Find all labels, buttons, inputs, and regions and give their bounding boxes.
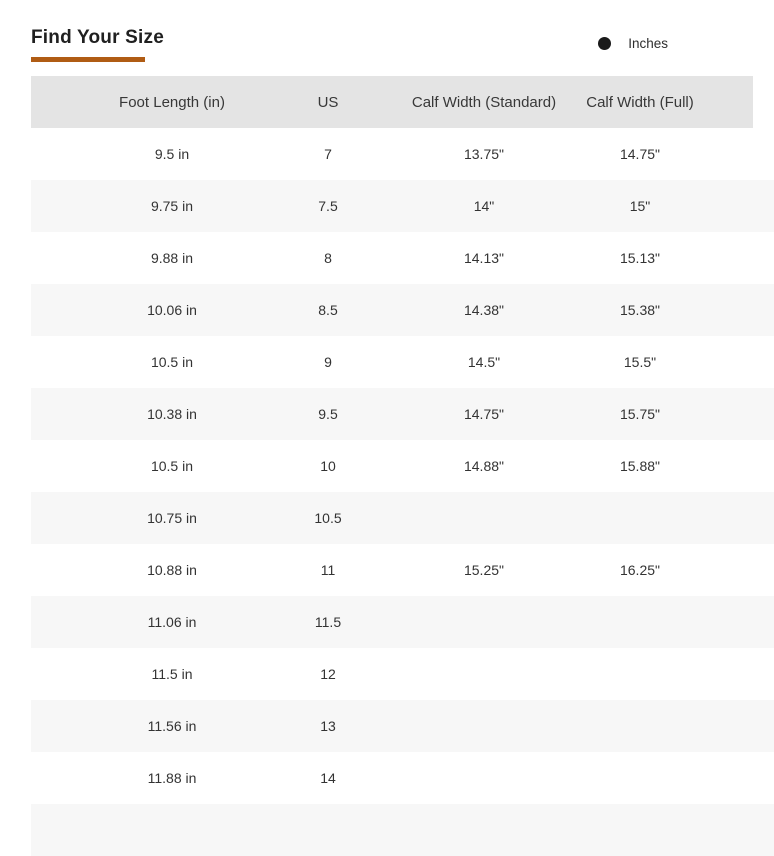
cell-foot-length: 11.88 in xyxy=(147,770,197,786)
cell-us-size: 12 xyxy=(320,666,336,682)
cell-calf-width-full: 15.88" xyxy=(619,458,660,474)
cell-calf-width-full: 15.38" xyxy=(619,302,660,318)
cell-us-size: 14 xyxy=(320,770,336,786)
cell-foot-length: 11.06 in xyxy=(147,614,197,630)
cell-us-size: 13 xyxy=(320,718,336,734)
table-header-row xyxy=(31,76,753,128)
cell-foot-length: 9.75 in xyxy=(150,198,194,214)
column-header-foot-length: Foot Length (in) xyxy=(119,93,225,111)
cell-foot-length: 10.75 in xyxy=(147,510,197,526)
cell-calf-width-full: 16.25" xyxy=(619,562,660,578)
cell-us-size: 9.5 xyxy=(318,406,338,422)
cell-us-size: 11 xyxy=(320,562,336,578)
radio-selected-icon xyxy=(598,37,611,50)
cell-foot-length: 10.5 in xyxy=(150,458,194,474)
cell-calf-width-full: 15.5" xyxy=(623,354,657,370)
cell-calf-width-standard: 14" xyxy=(473,198,495,214)
column-header-calf-width-standard: Calf Width (Standard) xyxy=(411,93,557,111)
cell-calf-width-standard: 14.88" xyxy=(463,458,504,474)
cell-us-size: 7 xyxy=(324,146,332,162)
cell-calf-width-full: 15.75" xyxy=(619,406,660,422)
cell-us-size: 10 xyxy=(320,458,336,474)
column-header-calf-width-full: Calf Width (Full) xyxy=(586,93,694,111)
cell-us-size: 8.5 xyxy=(318,302,338,318)
cell-calf-width-standard: 14.75" xyxy=(463,406,504,422)
table-row xyxy=(31,232,774,284)
table-row xyxy=(31,284,774,336)
size-chart-table xyxy=(0,76,774,856)
page-title: Find Your Size xyxy=(31,27,164,48)
cell-foot-length: 10.38 in xyxy=(147,406,197,422)
cell-calf-width-standard: 14.38" xyxy=(463,302,504,318)
cell-calf-width-full: 15" xyxy=(629,198,651,214)
cell-calf-width-full: 15.13" xyxy=(619,250,660,266)
cell-calf-width-standard: 14.13" xyxy=(463,250,504,266)
cell-us-size: 11.5 xyxy=(314,614,342,630)
title-underline xyxy=(31,57,145,62)
cell-foot-length: 10.88 in xyxy=(147,562,197,578)
table-row xyxy=(31,336,774,388)
cell-us-size: 8 xyxy=(324,250,332,266)
column-header-us-size: US xyxy=(317,93,339,111)
cell-calf-width-full: 14.75" xyxy=(619,146,660,162)
units-radio-label: Inches xyxy=(628,36,668,51)
table-row xyxy=(31,752,774,804)
cell-us-size: 9 xyxy=(324,354,332,370)
table-row-partial xyxy=(31,804,774,856)
cell-foot-length: 10.5 in xyxy=(150,354,194,370)
table-row xyxy=(31,700,774,752)
table-row xyxy=(31,180,774,232)
page-header xyxy=(0,0,774,62)
cell-foot-length: 9.5 in xyxy=(154,146,190,162)
cell-us-size: 7.5 xyxy=(318,198,338,214)
table-row xyxy=(31,128,774,180)
units-radio-inches[interactable] xyxy=(598,36,668,51)
table-row xyxy=(31,388,774,440)
cell-foot-length: 10.06 in xyxy=(147,302,197,318)
cell-foot-length: 11.5 in xyxy=(151,666,193,682)
table-row xyxy=(31,596,774,648)
table-row xyxy=(31,544,774,596)
cell-calf-width-standard: 14.5" xyxy=(467,354,501,370)
cell-us-size: 10.5 xyxy=(314,510,342,526)
table-row xyxy=(31,492,774,544)
table-body xyxy=(0,128,774,856)
cell-calf-width-standard: 15.25" xyxy=(463,562,504,578)
table-row xyxy=(31,648,774,700)
cell-calf-width-standard: 13.75" xyxy=(463,146,504,162)
cell-foot-length: 9.88 in xyxy=(150,250,194,266)
cell-foot-length: 11.56 in xyxy=(147,718,197,734)
table-row xyxy=(31,440,774,492)
